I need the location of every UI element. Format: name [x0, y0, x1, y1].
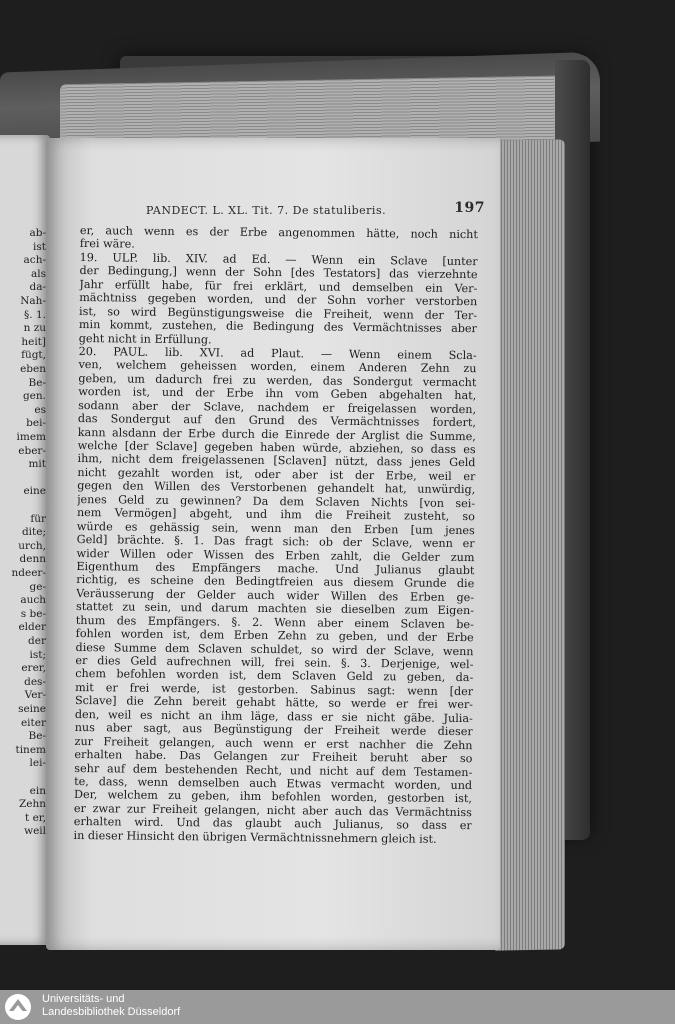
- text-line: ist, so wird Begünstigungsweise die Freiheit, wenn der Ter-: [79, 304, 478, 322]
- left-page-fragment: Ver-: [24, 689, 46, 702]
- text-line: erhalten wird. Und das glaubt auch Julianus, so dass er: [73, 815, 472, 833]
- text-line: jenes Geld zu gewinnen? Da dem Sclaven Nichts [von sei-: [77, 492, 476, 510]
- library-name-line1: Universitäts- und: [42, 993, 125, 1005]
- left-page-fragment: ist;: [29, 648, 46, 661]
- library-footer: [0, 990, 675, 1024]
- text-line: er zwar zur Freiheit gelangen, nicht aber auch das Vermächtniss: [73, 801, 472, 819]
- left-page-fragment: ein: [29, 784, 46, 797]
- text-line: nem Vermögen] abgeht, und ihm die Freiheit zusteht, so: [76, 506, 476, 524]
- left-page-fragment: der: [28, 635, 46, 647]
- library-name: [42, 993, 180, 1019]
- text-line: zur Freiheit gelangen, auch wenn er erst nachher die Zehn: [74, 734, 473, 752]
- left-page-fragment: auch: [20, 594, 46, 607]
- text-line: geben, um dadurch frei zu werden, das Sondergut vermacht: [78, 371, 477, 389]
- left-page-fragment: urch,: [18, 539, 46, 552]
- left-page-fragment: eiter: [20, 716, 46, 729]
- text-line: thum des Empfängers. §. 2. Wenn aber einem Sclaven be-: [75, 613, 474, 631]
- page-body: [74, 224, 478, 846]
- left-page-fragment: eben: [20, 363, 46, 375]
- text-line: er, auch wenn es der Erbe angenommen hätte, noch nicht: [79, 224, 478, 242]
- text-line: geht nicht in Erfüllung.: [78, 331, 212, 346]
- left-page-fragment: Be-: [28, 730, 46, 743]
- text-line: ven, welchem geheissen worden, einem Anderen Zehn zu: [78, 358, 477, 376]
- left-page-fragment: bei-: [26, 417, 46, 430]
- left-page-fragment: s be-: [20, 607, 46, 620]
- text-line: Eigenthum des Empfängers mache. Und Julianus glaubt: [76, 559, 475, 578]
- left-page-fragment: dite;: [21, 526, 46, 539]
- text-line: Sclave] die Zehn bereit gehabt hätte, so werde er frei wer-: [74, 694, 474, 712]
- text-line: würde es gehässig sein, wenn man den Erben [um jenes: [76, 519, 475, 537]
- left-page-fragment: des-: [24, 675, 46, 688]
- text-line: mächtniss gegeben worden, und der Sohn vorher verstorben: [79, 291, 478, 309]
- left-page-fragment: seine: [18, 703, 46, 715]
- text-line: in dieser Hinsicht den übrigen Vermächtnissnehmern gleich ist.: [73, 828, 437, 846]
- text-line: gegen den Willen des Verstorbenen gehandelt hat, unwürdig,: [77, 479, 476, 497]
- text-line: mit er frei werde, ist gestorben. Sabinus sagt: wenn [der: [75, 680, 474, 699]
- text-line: fohlen worden ist, dem Erben Zehn zu geben, und der Erbe: [75, 627, 474, 645]
- text-line: te, dass, wenn demselben auch Etwas vermacht worden, und: [74, 774, 473, 793]
- text-line: 20. PAUL. lib. XVI. ad Plaut. — Wenn einem Scla-: [78, 344, 477, 363]
- left-page-fragment: lei-: [29, 757, 46, 770]
- left-page-fragment: als: [30, 267, 46, 280]
- text-line: Jahr erfüllt habe, für frei erklärt, und demselben ein Ver-: [79, 277, 478, 295]
- text-line: Der, welchem zu geben, ihm befohlen worden, gestorben ist,: [73, 788, 473, 806]
- header-title: PANDECT. L. XL. Tit. 7. De statuliberis.: [146, 204, 387, 217]
- left-page-fragment: heit]: [21, 335, 46, 348]
- text-line: nicht gezahlt worden ist, oder aber ist der Erbe, weil er: [77, 465, 476, 484]
- left-page-fragment: ndeer-: [11, 567, 46, 579]
- text-line: kann alsdann der Erbe durch die Einrede der Arglist die Summe,: [77, 425, 476, 443]
- left-page-fragment: es: [34, 403, 46, 416]
- text-line: chem befohlen worden ist, dem Sclaven Geld zu geben, da-: [75, 667, 474, 685]
- left-page-fragment: fügt,: [21, 349, 46, 362]
- text-line: stattet zu sein, und darum machten sie dieselben zum Eigen-: [75, 600, 475, 618]
- library-name-line2: Landesbibliothek Düsseldorf: [42, 1006, 181, 1018]
- left-page-fragment: ge-: [29, 580, 46, 593]
- left-page-fragment: ach-: [23, 254, 46, 267]
- left-page-fragment: Be-: [28, 376, 46, 389]
- left-page-fragment: Nah-: [20, 295, 46, 307]
- left-page-fragment: ist: [33, 240, 46, 253]
- text-line: erhalten habe. Das Gelangen zur Freiheit beruht aber so: [74, 748, 473, 766]
- ulb-logo-icon: [4, 993, 32, 1021]
- page-edges-right: [495, 139, 565, 950]
- left-page-fragment: Zehn: [18, 798, 46, 811]
- left-page-fragment: gen.: [22, 390, 46, 403]
- text-line: nus aber sagt, aus Begünstigung der Freiheit werde dieser: [74, 721, 473, 739]
- left-page-fragment: imem: [16, 431, 46, 443]
- text-line: welche [der Sclave] gegeben haben würde, abziehen, so dass es: [77, 438, 476, 457]
- left-page-fragment: erer,: [21, 662, 46, 675]
- text-line: min kommt, zustehen, die Bedingung des Vermächtnisses aber: [78, 318, 477, 336]
- text-line: den, weil es nicht an ihm läge, dass er sie nicht gäbe. Julia-: [74, 707, 473, 725]
- left-page-fragment: mit: [28, 458, 46, 471]
- text-line: 19. ULP. lib. XIV. ad Ed. — Wenn ein Sclave [unter: [79, 250, 478, 269]
- left-page-fragment: eber-: [18, 444, 46, 457]
- text-line: ihm, nicht dem freigelassenen [Sclaven] nützt, dass jenes Geld: [77, 452, 476, 470]
- right-page: [46, 138, 500, 950]
- left-page-fragment: ab-: [29, 227, 46, 239]
- text-line: der Bedingung,] wenn der Sohn [des Testators] das vierzehnte: [79, 264, 478, 282]
- text-line: diese Summe dem Sclaven schuldet, so wird der Sclave, wenn: [75, 640, 474, 658]
- left-page-fragment: für: [30, 512, 46, 525]
- left-page-fragment: §. 1.: [24, 308, 46, 321]
- text-line: sehr auf dem bestehenden Recht, und nicht auf dem Testamen-: [74, 761, 473, 779]
- left-page-fragment: weil: [24, 825, 46, 838]
- left-page-fragment: elder: [18, 621, 46, 634]
- text-line: sodann aber der Sclave, nachdem er freigelassen worden,: [78, 398, 477, 416]
- left-page-fragment: denn: [19, 553, 46, 566]
- text-line: Veräusserung der Gelder auch wider Willen des Erben ge-: [76, 586, 475, 604]
- text-line: frei wäre.: [79, 237, 135, 252]
- left-page-fragment: da-: [29, 281, 46, 294]
- left-page-fragment: eine: [23, 485, 46, 498]
- text-line: richtig, es scheine den Bedingtfreien aus diesem Grunde die: [76, 573, 475, 591]
- left-page-fragment: t er,: [25, 811, 46, 824]
- text-line: Geld] brächte. §. 1. Das fragt sich: ob der Sclave, wenn er: [76, 533, 475, 551]
- left-page-fragment: tinem: [15, 743, 46, 756]
- text-line: er dies Geld aufrechnen will, frei sein. §. 3. Derjenige, wel-: [75, 653, 474, 672]
- text-line: wider Willen oder Wissen des Erben zahlt, die Gelder zum: [76, 546, 475, 564]
- left-page: [0, 135, 50, 945]
- text-line: das Sondergut auf den Grund des Vermächtnisses fordert,: [77, 412, 477, 430]
- page-number: 197: [454, 200, 485, 216]
- running-header: [146, 200, 491, 222]
- text-line: worden ist, und der Erbe ihn vom Geben abgehalten hat,: [78, 385, 477, 403]
- left-page-fragment: n zu: [23, 322, 46, 335]
